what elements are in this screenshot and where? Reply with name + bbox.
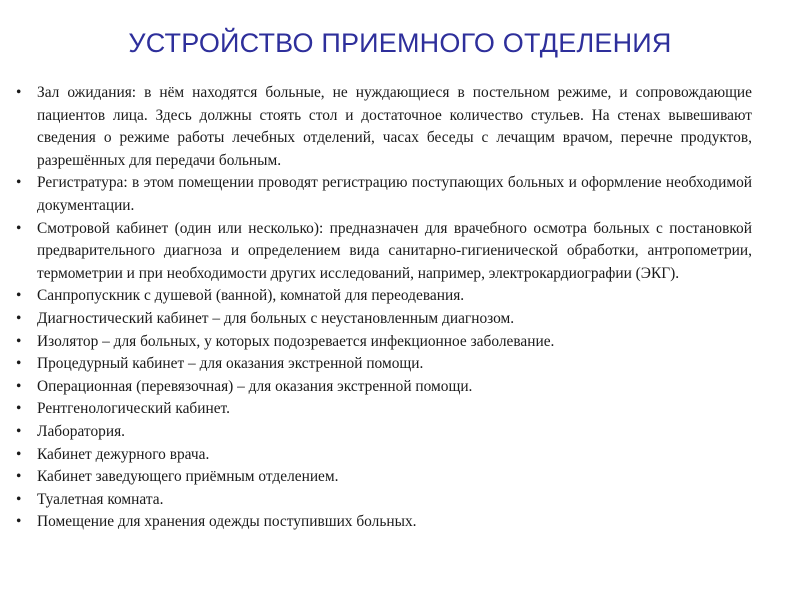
list-item-text: Кабинет заведующего приёмным отделением.	[37, 468, 339, 486]
list-item-text: Смотровой кабинет (один или несколько): предназначен для врачебного осмотра больных с постановкой предварительного диагноза и определением вида санитарно-гигиенической обработки, антропометрии, термометрии и при необходимости других исследований, например, электрокардиографии (ЭКГ).	[37, 219, 752, 282]
list-item-text: Зал ожидания: в нём находятся больные, не нуждающиеся в постельном режиме, и сопровождающие пациентов лица. Здесь должны стоять стол и достаточное количество стульев. На стенах вывешивают сведения о режиме работы лечебных отделений, часах беседы с лечащим врачом, перечне продуктов, разрешённых для передачи больным.	[37, 84, 752, 169]
list-item	[16, 172, 752, 217]
list-item-text: Рентгенологический кабинет.	[37, 400, 230, 418]
list-item	[16, 376, 752, 399]
bullet-icon: •	[16, 422, 22, 440]
list-item	[16, 308, 752, 331]
list-item	[16, 421, 752, 444]
list-item	[16, 82, 752, 172]
bullet-icon: •	[16, 490, 22, 508]
list-item-text: Регистратура: в этом помещении проводят регистрацию поступающих больных и оформление необходимой документации.	[37, 174, 752, 214]
list-item-text: Операционная (перевязочная) – для оказания экстренной помощи.	[37, 377, 473, 395]
list-item-text: Кабинет дежурного врача.	[37, 445, 210, 463]
list-item	[16, 331, 752, 354]
bullet-icon: •	[16, 332, 22, 350]
list-item	[16, 398, 752, 421]
bullet-icon: •	[16, 445, 22, 463]
bullet-icon: •	[16, 219, 22, 237]
list-item-text: Помещение для хранения одежды поступивших больных.	[37, 513, 417, 531]
list-item-text: Изолятор – для больных, у которых подозревается инфекционное заболевание.	[37, 332, 555, 350]
bullet-icon: •	[16, 468, 22, 486]
bullet-icon: •	[16, 309, 22, 327]
bullet-list	[16, 82, 752, 534]
list-item-text: Процедурный кабинет – для оказания экстренной помощи.	[37, 355, 424, 373]
list-item	[16, 218, 752, 286]
page-title: УСТРОЙСТВО ПРИЕМНОГО ОТДЕЛЕНИЯ	[128, 28, 672, 58]
list-item-text: Туалетная комната.	[37, 490, 164, 508]
list-item	[16, 466, 752, 489]
bullet-icon: •	[16, 287, 22, 305]
bullet-icon: •	[16, 377, 22, 395]
bullet-icon: •	[16, 355, 22, 373]
list-item	[16, 489, 752, 512]
bullet-icon: •	[16, 513, 22, 531]
list-item-text: Диагностический кабинет – для больных с неустановленным диагнозом.	[37, 309, 515, 327]
list-item	[16, 511, 752, 534]
list-item	[16, 444, 752, 467]
list-item	[16, 353, 752, 376]
list-item-text: Санпропускник с душевой (ванной), комнатой для переодевания.	[37, 287, 465, 305]
bullet-icon: •	[16, 84, 22, 101]
bullet-icon: •	[16, 174, 22, 192]
bullet-icon: •	[16, 400, 22, 418]
list-item	[16, 285, 752, 308]
list-item-text: Лаборатория.	[37, 422, 125, 440]
